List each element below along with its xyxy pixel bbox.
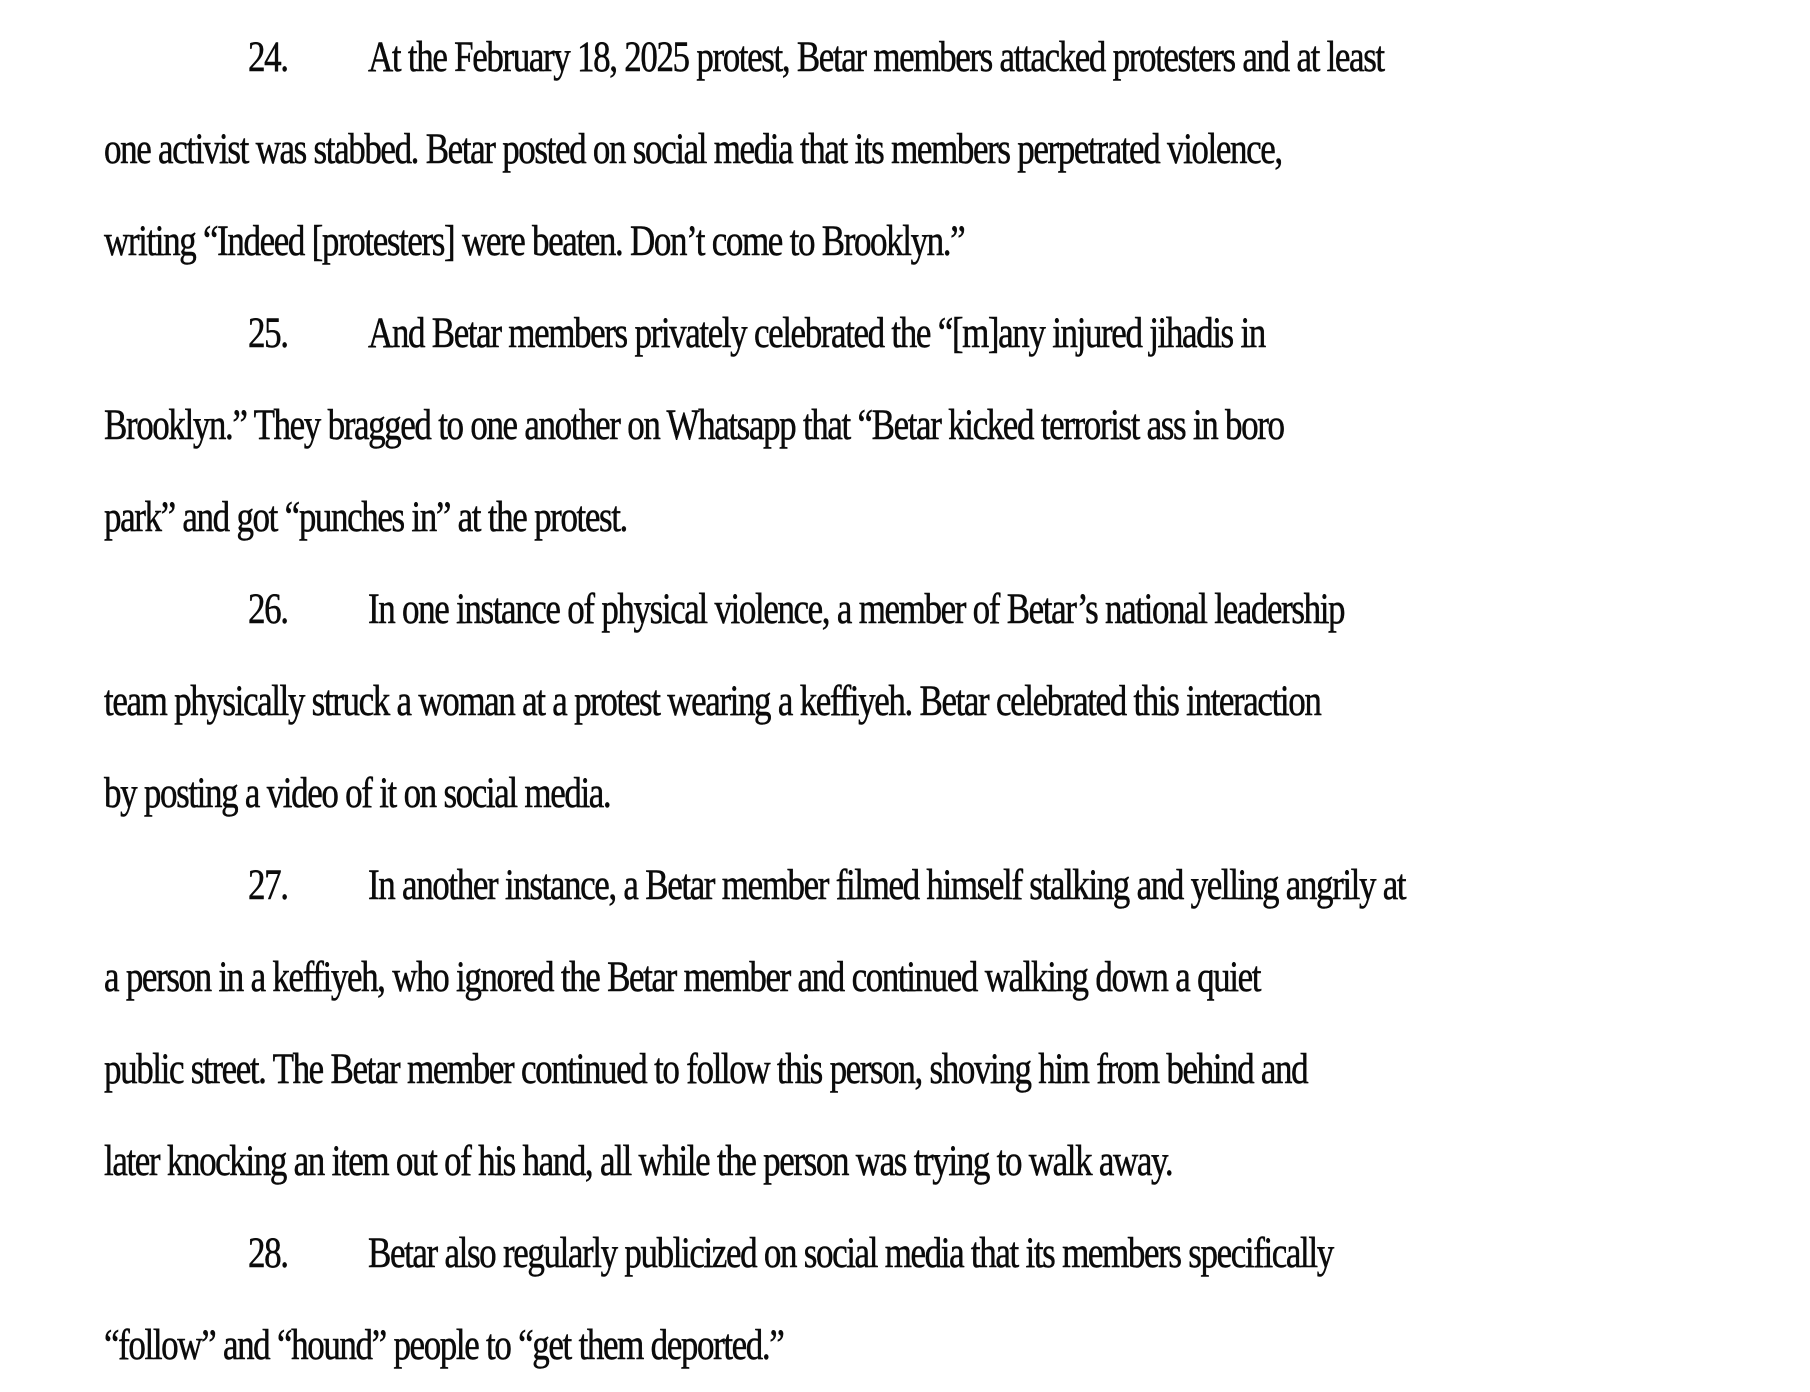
paragraph-28-line-2 — [104, 1302, 1784, 1392]
line-text: by posting a video of it on social media. — [104, 768, 611, 817]
line-text: writing “Indeed [protesters] were beaten. Don’t come to Brooklyn.” — [104, 216, 965, 265]
line-text: 26. In one instance of physical violence, a member of Betar’s national leadership — [104, 552, 1344, 667]
line-text: 27. In another instance, a Betar member filmed himself stalking and yelling angrily at — [104, 828, 1405, 943]
line-text: team physically struck a woman at a protest wearing a keffiyeh. Betar celebrated this interaction — [104, 676, 1321, 725]
line-text: public street. The Betar member continued to follow this person, shoving him from behind and — [104, 1044, 1308, 1093]
paragraph-number: 26. — [248, 584, 288, 633]
line-text: park” and got “punches in” at the protest. — [104, 492, 627, 541]
line-text: a person in a keffiyeh, who ignored the Betar member and continued walking down a quiet — [104, 952, 1261, 1001]
line-text: “follow” and “hound” people to “get them deported.” — [104, 1320, 784, 1369]
document-body — [104, 14, 1784, 1392]
line-text: 28. Betar also regularly publicized on social media that its members specifically — [104, 1196, 1333, 1311]
line-text: 25. And Betar members privately celebrated the “[m]any injured jihadis in — [104, 276, 1265, 391]
paragraph-number: 24. — [248, 32, 288, 81]
paragraph-number: 25. — [248, 308, 288, 357]
paragraph-number: 28. — [248, 1228, 288, 1277]
line-text: Brooklyn.” They bragged to one another on Whatsapp that “Betar kicked terrorist ass in boro — [104, 400, 1284, 449]
line-text: one activist was stabbed. Betar posted on social media that its members perpetrated violence, — [104, 124, 1282, 173]
line-text: 24. At the February 18, 2025 protest, Betar members attacked protesters and at least — [104, 0, 1384, 115]
paragraph-number: 27. — [248, 860, 288, 909]
line-text: later knocking an item out of his hand, all while the person was trying to walk away. — [104, 1136, 1173, 1185]
